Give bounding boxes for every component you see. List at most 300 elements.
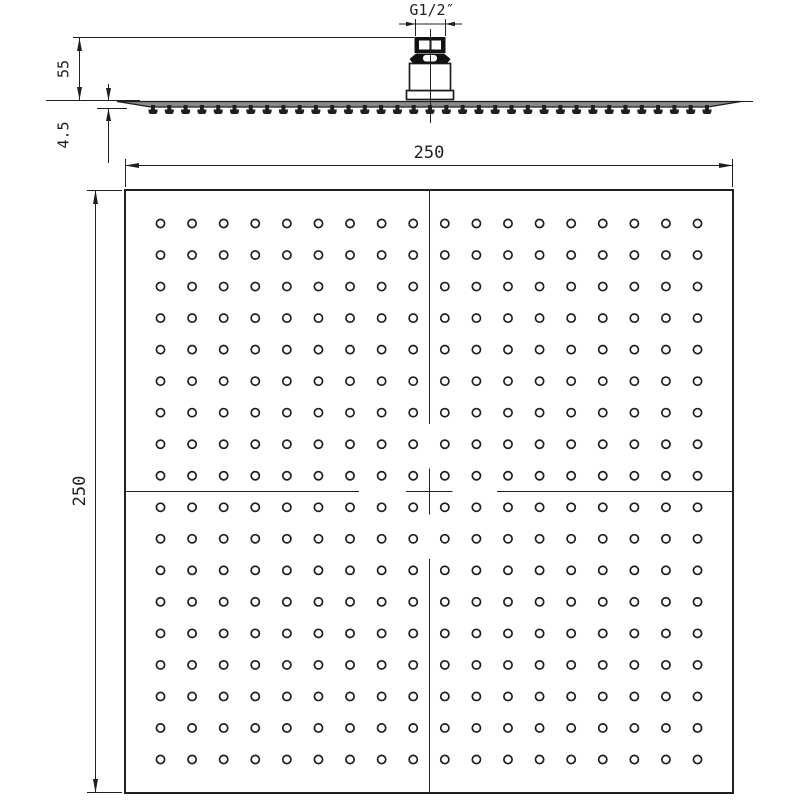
nozzle-hole xyxy=(504,472,512,480)
nozzle-hole xyxy=(314,472,322,480)
nozzle-hole xyxy=(441,692,449,700)
plan-view xyxy=(70,143,733,793)
nozzle-hole xyxy=(156,629,164,637)
nozzle-hole xyxy=(251,755,259,763)
nozzle-hole xyxy=(188,219,196,227)
nozzle-hole xyxy=(314,251,322,259)
nozzle-hole xyxy=(346,566,354,574)
nozzle-hole xyxy=(441,440,449,448)
nozzle-hole xyxy=(472,251,480,259)
nozzle-hole xyxy=(693,282,701,290)
dimension-plan-height xyxy=(70,190,122,793)
nozzle-hole xyxy=(693,629,701,637)
nozzle-hole xyxy=(283,629,291,637)
nozzle-hole xyxy=(535,629,543,637)
nozzle-hole xyxy=(378,251,386,259)
nozzle-hole xyxy=(283,598,291,606)
nozzle-hole xyxy=(567,661,575,669)
nozzle-hole xyxy=(283,692,291,700)
nozzle-hole xyxy=(220,472,228,480)
nozzle-hole xyxy=(409,724,417,732)
nozzle-hole xyxy=(346,219,354,227)
centerlines xyxy=(126,191,733,793)
nozzle-hole xyxy=(220,755,228,763)
nozzle-hole xyxy=(567,724,575,732)
side-view xyxy=(46,1,753,163)
nozzle-hole xyxy=(251,377,259,385)
nozzle-hole xyxy=(409,219,417,227)
nozzle-hole xyxy=(156,566,164,574)
nozzle-hole xyxy=(504,219,512,227)
nozzle-hole xyxy=(504,409,512,417)
nozzle-hole xyxy=(409,692,417,700)
nozzle-hole xyxy=(567,598,575,606)
nozzle-hole xyxy=(188,535,196,543)
nozzle-hole xyxy=(472,346,480,354)
nozzle-hole xyxy=(156,251,164,259)
nozzle-hole xyxy=(156,282,164,290)
nozzle-hole xyxy=(188,346,196,354)
nozzle-hole xyxy=(409,251,417,259)
nozzle-hole xyxy=(378,314,386,322)
dimension-connector-height xyxy=(46,38,414,101)
nozzle-hole xyxy=(472,692,480,700)
nozzle-hole xyxy=(472,535,480,543)
nozzle-hole xyxy=(346,724,354,732)
nozzle-hole xyxy=(599,724,607,732)
nozzle-hole xyxy=(251,346,259,354)
nozzle-hole xyxy=(346,377,354,385)
nozzle-hole xyxy=(220,314,228,322)
nozzle-hole xyxy=(220,724,228,732)
nozzle-hole xyxy=(599,503,607,511)
nozzle-hole xyxy=(630,598,638,606)
nozzle-hole xyxy=(156,377,164,385)
nozzle-hole xyxy=(314,314,322,322)
nozzle-hole xyxy=(378,692,386,700)
nozzle-hole xyxy=(314,629,322,637)
nozzle-hole xyxy=(693,409,701,417)
nozzle-hole xyxy=(220,535,228,543)
nozzle-hole xyxy=(630,251,638,259)
nozzle-hole xyxy=(535,755,543,763)
nozzle-hole xyxy=(188,566,196,574)
nozzle-hole xyxy=(314,692,322,700)
nozzle-hole xyxy=(599,661,607,669)
arrowhead xyxy=(406,22,416,27)
nozzle-hole xyxy=(662,377,670,385)
nozzle-hole xyxy=(378,440,386,448)
nozzle-hole xyxy=(378,755,386,763)
nozzle-hole xyxy=(441,661,449,669)
nozzle-hole xyxy=(283,440,291,448)
nozzle-hole xyxy=(188,629,196,637)
nozzle-hole xyxy=(409,314,417,322)
nozzle-hole xyxy=(567,472,575,480)
nozzle-hole xyxy=(599,629,607,637)
nozzle-hole xyxy=(535,661,543,669)
nozzle-hole xyxy=(378,503,386,511)
nozzle-hole xyxy=(472,566,480,574)
nozzle-hole xyxy=(220,503,228,511)
nozzle-hole xyxy=(378,282,386,290)
nozzle-hole xyxy=(156,409,164,417)
nozzle-hole xyxy=(441,629,449,637)
nozzle-hole xyxy=(630,346,638,354)
nozzle-hole xyxy=(314,724,322,732)
nozzle-hole xyxy=(504,535,512,543)
nozzle-hole xyxy=(472,282,480,290)
nozzle-hole xyxy=(156,503,164,511)
nozzle-hole xyxy=(630,692,638,700)
nozzle-hole xyxy=(472,440,480,448)
nozzle-hole xyxy=(346,598,354,606)
nozzle-hole xyxy=(441,409,449,417)
nozzle-hole xyxy=(535,503,543,511)
nozzle-hole xyxy=(504,629,512,637)
nozzle-hole xyxy=(409,535,417,543)
thread-size-label: G1/2″ xyxy=(409,1,455,19)
nozzle-hole xyxy=(472,598,480,606)
arrowhead xyxy=(77,38,82,51)
arrowhead xyxy=(93,190,98,204)
nozzle-hole xyxy=(662,314,670,322)
nozzle-hole xyxy=(251,566,259,574)
nozzle-hole xyxy=(220,251,228,259)
nozzle-hole xyxy=(662,661,670,669)
nozzle-hole xyxy=(220,282,228,290)
nozzle-hole xyxy=(220,346,228,354)
nozzle-hole xyxy=(156,661,164,669)
nozzle-hole xyxy=(504,503,512,511)
nozzle-hole xyxy=(662,629,670,637)
arrowhead xyxy=(719,163,733,168)
nozzle-hole xyxy=(409,440,417,448)
nozzle-hole xyxy=(630,535,638,543)
nozzle-hole xyxy=(251,724,259,732)
nozzle-hole xyxy=(283,377,291,385)
nozzle-hole xyxy=(188,598,196,606)
nozzle-hole xyxy=(662,282,670,290)
arrowhead xyxy=(77,87,82,100)
nozzle-hole xyxy=(599,535,607,543)
nozzle-hole xyxy=(188,472,196,480)
nozzle-hole xyxy=(567,755,575,763)
nozzle-hole xyxy=(630,219,638,227)
nozzle-hole xyxy=(599,440,607,448)
nozzle-hole xyxy=(346,251,354,259)
nozzle-hole xyxy=(314,377,322,385)
connector-height-label: 55 xyxy=(54,59,73,79)
nozzle-hole xyxy=(662,472,670,480)
nozzle-hole xyxy=(220,566,228,574)
nozzle-hole xyxy=(251,314,259,322)
nozzle-hole xyxy=(535,566,543,574)
nozzle-hole xyxy=(472,755,480,763)
nozzle-hole xyxy=(693,377,701,385)
dimension-plan-width xyxy=(125,143,733,187)
nozzle-hole xyxy=(630,566,638,574)
nozzle-hole xyxy=(662,219,670,227)
nozzle-hole xyxy=(188,440,196,448)
nozzle-hole xyxy=(535,535,543,543)
nozzle-hole xyxy=(220,692,228,700)
nozzle-hole xyxy=(567,377,575,385)
nozzle-hole xyxy=(472,377,480,385)
arrowhead xyxy=(93,779,98,793)
nozzle-hole xyxy=(599,566,607,574)
nozzle-hole xyxy=(346,409,354,417)
nozzle-hole xyxy=(599,251,607,259)
nozzle-hole xyxy=(283,503,291,511)
nozzle-hole xyxy=(693,598,701,606)
nozzle-hole xyxy=(535,724,543,732)
nozzle-hole xyxy=(378,598,386,606)
nozzle-hole xyxy=(567,629,575,637)
nozzle-hole xyxy=(220,598,228,606)
nozzle-hole xyxy=(378,724,386,732)
nozzle-hole xyxy=(630,661,638,669)
nozzle-hole xyxy=(378,219,386,227)
nozzle-hole xyxy=(188,661,196,669)
nozzle-hole xyxy=(220,440,228,448)
nozzle-hole xyxy=(314,755,322,763)
nozzle-hole xyxy=(314,440,322,448)
nozzle-hole xyxy=(409,409,417,417)
nozzle-hole xyxy=(220,409,228,417)
nozzle-hole xyxy=(504,314,512,322)
nozzle-hole xyxy=(283,755,291,763)
nozzle-hole xyxy=(409,661,417,669)
nozzle-hole xyxy=(599,472,607,480)
nozzle-hole xyxy=(535,409,543,417)
nozzle-hole xyxy=(504,755,512,763)
nozzle-hole xyxy=(504,692,512,700)
nozzle-hole xyxy=(314,409,322,417)
nozzle-hole xyxy=(630,503,638,511)
nozzle-hole xyxy=(567,692,575,700)
nozzle-hole xyxy=(156,598,164,606)
nozzle-hole xyxy=(535,346,543,354)
nozzle-hole xyxy=(662,692,670,700)
nozzle-hole xyxy=(693,724,701,732)
nozzle-hole xyxy=(409,566,417,574)
nozzle-hole xyxy=(567,503,575,511)
nozzle-hole xyxy=(441,598,449,606)
plan-height-label: 250 xyxy=(69,475,90,507)
nozzle-hole xyxy=(156,535,164,543)
nozzle-hole xyxy=(535,314,543,322)
nozzle-hole xyxy=(188,251,196,259)
nozzle-hole xyxy=(662,724,670,732)
nozzle-hole xyxy=(693,314,701,322)
nozzle-hole xyxy=(409,282,417,290)
nozzle-hole xyxy=(220,661,228,669)
nozzle-hole xyxy=(378,346,386,354)
nozzle-hole xyxy=(188,409,196,417)
nozzle-hole xyxy=(567,219,575,227)
nozzle-hole xyxy=(535,377,543,385)
nozzle-hole xyxy=(283,282,291,290)
nozzle-hole xyxy=(441,314,449,322)
nozzle-hole xyxy=(314,566,322,574)
nozzle-hole xyxy=(567,566,575,574)
nozzle-hole xyxy=(283,314,291,322)
nozzle-hole xyxy=(472,724,480,732)
nozzle-hole xyxy=(504,282,512,290)
nozzle-hole xyxy=(346,503,354,511)
nozzle-hole xyxy=(441,377,449,385)
nozzle-hole xyxy=(441,219,449,227)
nozzle-hole xyxy=(346,629,354,637)
nozzle-hole xyxy=(504,724,512,732)
nozzle-hole xyxy=(378,629,386,637)
nozzle-hole xyxy=(567,409,575,417)
nozzle-hole xyxy=(567,314,575,322)
nozzle-hole xyxy=(693,472,701,480)
nozzle-hole xyxy=(220,377,228,385)
nozzle-hole xyxy=(472,629,480,637)
nozzle-hole xyxy=(535,692,543,700)
nozzle-hole xyxy=(251,282,259,290)
nozzle-hole xyxy=(441,472,449,480)
nozzle-hole xyxy=(441,755,449,763)
nozzle-hole xyxy=(156,440,164,448)
nozzle-hole xyxy=(599,314,607,322)
nozzle-hole xyxy=(567,346,575,354)
nozzle-hole xyxy=(504,566,512,574)
nozzle-hole xyxy=(472,409,480,417)
nozzle-hole xyxy=(251,629,259,637)
nozzle-hole xyxy=(472,472,480,480)
nozzle-hole xyxy=(188,377,196,385)
nozzle-hole xyxy=(283,219,291,227)
nozzle-hole xyxy=(156,472,164,480)
nozzle-hole xyxy=(693,346,701,354)
nozzle-hole xyxy=(251,472,259,480)
nozzle-hole xyxy=(378,566,386,574)
nozzle-hole xyxy=(409,472,417,480)
nozzle-hole xyxy=(693,219,701,227)
nozzle-hole xyxy=(409,346,417,354)
nozzle-hole xyxy=(599,692,607,700)
nozzle-hole xyxy=(314,219,322,227)
nozzle-hole xyxy=(472,661,480,669)
nozzle-hole xyxy=(409,755,417,763)
nozzle-hole xyxy=(535,251,543,259)
nozzle-hole xyxy=(630,629,638,637)
nozzle-hole xyxy=(441,282,449,290)
nozzle-hole xyxy=(630,755,638,763)
nozzle-hole xyxy=(378,535,386,543)
nozzle-hole xyxy=(630,314,638,322)
nozzle-hole xyxy=(599,409,607,417)
nozzle-hole xyxy=(441,503,449,511)
nozzle-hole xyxy=(693,692,701,700)
nozzle-hole xyxy=(662,503,670,511)
nozzle-hole xyxy=(662,566,670,574)
nozzle-hole xyxy=(567,251,575,259)
nozzle-hole xyxy=(346,535,354,543)
nozzle-hole xyxy=(504,346,512,354)
nozzle-hole xyxy=(314,661,322,669)
nozzle-hole xyxy=(156,314,164,322)
nozzle-hole xyxy=(314,282,322,290)
nozzle-hole xyxy=(567,282,575,290)
nozzle-hole xyxy=(693,503,701,511)
nozzle-hole xyxy=(251,692,259,700)
nozzle-hole xyxy=(346,314,354,322)
nozzle-hole xyxy=(504,661,512,669)
nozzle-hole xyxy=(346,661,354,669)
nozzle-hole xyxy=(630,377,638,385)
nozzle-hole xyxy=(378,661,386,669)
nozzle-hole xyxy=(630,472,638,480)
nozzle-hole xyxy=(662,251,670,259)
nozzle-hole xyxy=(346,440,354,448)
nozzle-hole xyxy=(220,629,228,637)
nozzle-hole xyxy=(599,755,607,763)
nozzle-hole xyxy=(472,219,480,227)
nozzle-hole xyxy=(599,219,607,227)
nozzle-hole xyxy=(156,692,164,700)
nozzle-hole xyxy=(251,219,259,227)
nozzle-hole xyxy=(693,661,701,669)
nozzle-hole xyxy=(283,566,291,574)
nozzle-hole xyxy=(693,535,701,543)
arrowhead xyxy=(106,109,111,122)
nozzle-hole xyxy=(693,251,701,259)
nozzle-hole xyxy=(188,755,196,763)
nozzle-hole xyxy=(630,724,638,732)
nozzle-hole xyxy=(662,535,670,543)
nozzle-hole xyxy=(346,282,354,290)
arrowhead xyxy=(106,88,111,101)
nozzle-hole xyxy=(693,566,701,574)
nozzle-hole xyxy=(504,251,512,259)
nozzle-hole xyxy=(662,346,670,354)
nozzle-hole xyxy=(188,692,196,700)
nozzle-hole xyxy=(220,219,228,227)
nozzle-hole xyxy=(346,472,354,480)
nozzle-hole xyxy=(188,314,196,322)
nozzle-hole xyxy=(156,346,164,354)
nozzle-hole xyxy=(441,535,449,543)
nozzle-teeth-row xyxy=(148,105,711,114)
plan-width-label: 250 xyxy=(413,143,445,163)
plate-thickness-label: 4.5 xyxy=(54,121,73,149)
nozzle-hole xyxy=(409,629,417,637)
nozzle-hole xyxy=(409,377,417,385)
nozzle-hole xyxy=(251,598,259,606)
nozzle-hole xyxy=(346,346,354,354)
nozzle-hole xyxy=(599,346,607,354)
nozzle-hole xyxy=(630,440,638,448)
nozzle-hole xyxy=(283,724,291,732)
nozzle-hole xyxy=(283,661,291,669)
nozzle-hole xyxy=(535,472,543,480)
nozzle-hole xyxy=(156,724,164,732)
nozzle-hole xyxy=(283,346,291,354)
nozzle-hole xyxy=(251,440,259,448)
nozzle-hole xyxy=(535,282,543,290)
nozzle-hole xyxy=(188,503,196,511)
nozzle-hole xyxy=(251,251,259,259)
nozzle-hole xyxy=(346,755,354,763)
nozzle-hole xyxy=(567,535,575,543)
nozzle-hole xyxy=(314,503,322,511)
nozzle-hole xyxy=(504,377,512,385)
